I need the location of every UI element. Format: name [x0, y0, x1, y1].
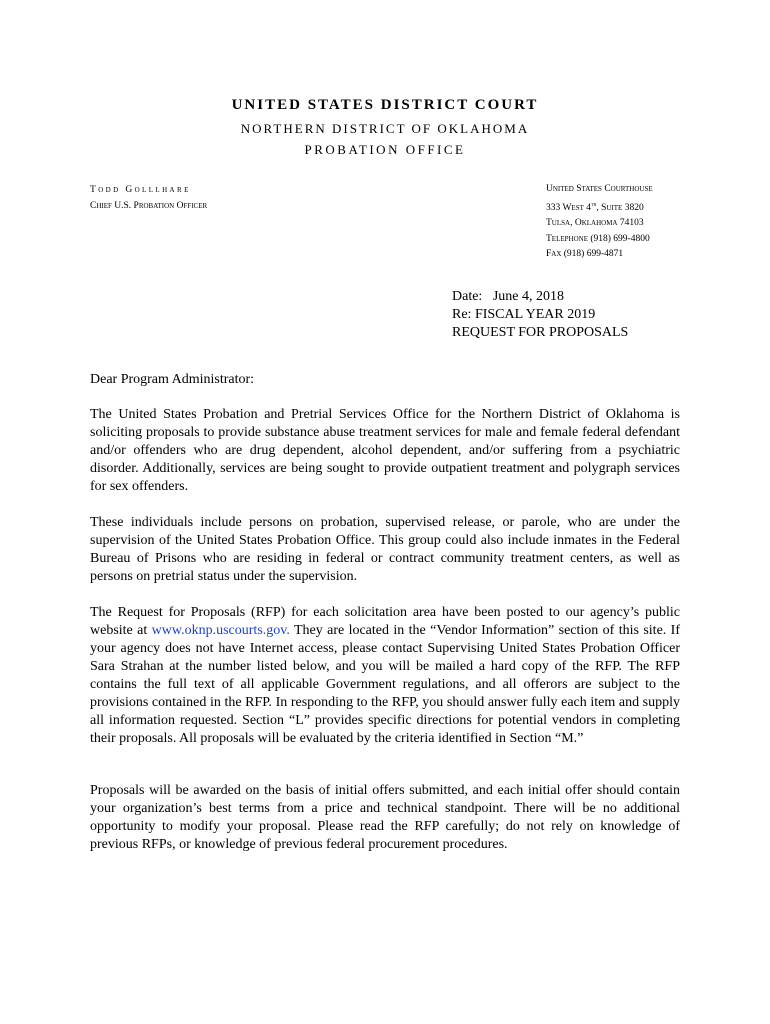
officer-name: Todd Golllhare: [90, 185, 191, 195]
address-street: [546, 198, 653, 217]
letter-subject-line2: REQUEST FOR PROPOSALS: [452, 325, 629, 340]
district-subtitle: NORTHERN DISTRICT OF OKLAHOMA: [240, 121, 530, 136]
paragraph-3-intro: The Request for Proposals (RFP) for each solicitation area have been posted to our agency’s public website at: [90, 605, 680, 638]
salutation: Dear Program Administrator:: [90, 372, 255, 387]
office-subtitle: PROBATION OFFICE: [304, 142, 466, 157]
website-link[interactable]: www.oknp.uscourts.gov.: [151, 623, 290, 638]
address-city: Tulsa, Oklahoma 74103: [546, 218, 644, 229]
address-street-suffix: th: [591, 201, 597, 208]
paragraph-1: The United States Probation and Pretrial Services Office for the Northern District of Oklahoma is soliciting proposals to provide substance abuse treatment services for male and female federal defendant and/or offenders who are drug dependent, alcohol dependent, and/or suffering from a psychiatric disorder. Additionally, services are being sought to provide outpatient treatment and polygraph services for sex offenders.: [90, 407, 680, 494]
paragraph-2: These individuals include persons on probation, supervised release, or parole, who are under the supervision of the United States Probation Office. This group could also include inmates in the Federal Bureau of Prisons who are residing in federal or contract community treatment centers, as well as persons on pretrial status under the supervision.: [90, 515, 680, 584]
address-telephone: Telephone (918) 699-4800: [546, 233, 650, 244]
officer-title: Chief U.S. Probation Officer: [90, 201, 208, 211]
paragraph-3-body: They are located in the “Vendor Information” section of this site. If your agency does not have Internet access, please contact Supervising United States Probation Officer Sara Strahan at the number listed below, and you will be mailed a hard copy of the RFP. The RFP contains the full text of all applicable Government regulations, and all offerors are subject to the provisions contained in the RFP. In responding to the RFP, you should answer fully each item and supply all information requested. Section “L” provides specific directions for potential vendors in completing their proposals. All proposals will be evaluated by the criteria identified in Section “M.”: [90, 623, 680, 746]
address-block: [546, 182, 653, 263]
paragraph-4: Proposals will be awarded on the basis of initial offers submitted, and each initial offer should contain your organization’s best terms from a price and technical standpoint. There will be no additional opportunity to modify your proposal. Please read the RFP carefully; do not rely on knowledge of previous RFPs, or knowledge of previous federal procurement procedures.: [90, 783, 680, 852]
officer-block: [90, 182, 207, 214]
address-suite: , Suite 3820: [596, 202, 644, 213]
paragraph-3: [90, 604, 680, 748]
address-building: United States Courthouse: [546, 184, 653, 194]
letter-subject: Re: FISCAL YEAR 2019: [452, 307, 596, 322]
letter-meta: [452, 288, 628, 342]
letter-date: Date: June 4, 2018: [452, 289, 564, 304]
court-title: UNITED STATES DISTRICT COURT: [231, 97, 539, 113]
address-fax: Fax (918) 699-4871: [546, 249, 624, 260]
address-street-number: 333 West 4: [546, 202, 591, 213]
